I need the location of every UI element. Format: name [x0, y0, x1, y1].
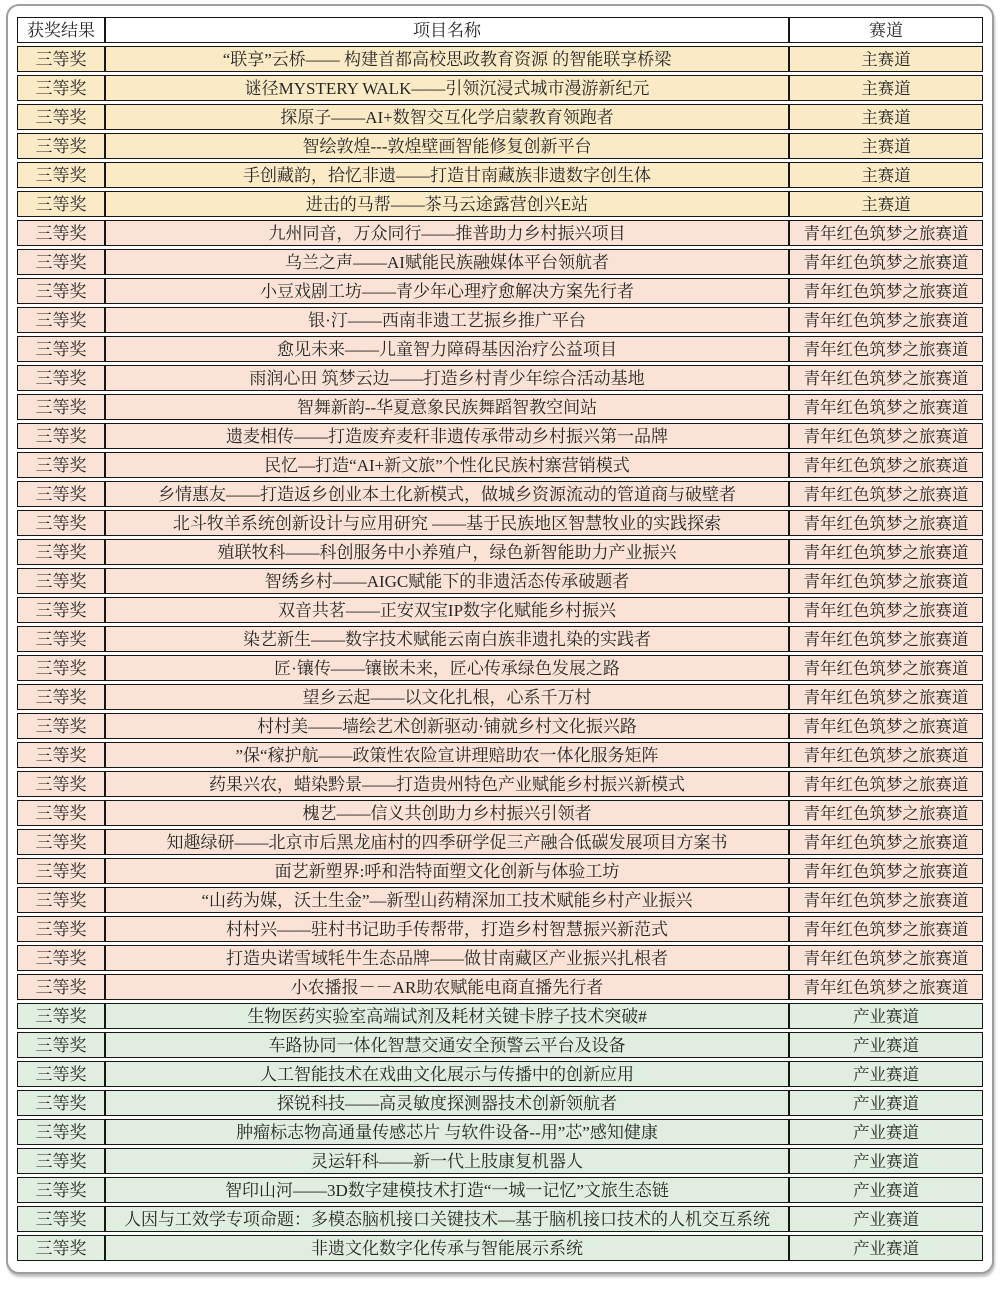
- cell-name: 打造央诺雪域牦牛生态品牌——做甘南藏区产业振兴扎根者: [105, 945, 789, 971]
- cell-name: 愈见未来——儿童智力障碍基因治疗公益项目: [105, 336, 789, 362]
- cell-name: 北斗牧羊系统创新设计与应用研究 ——基于民族地区智慧牧业的实践探索: [105, 510, 789, 536]
- table-row: [17, 336, 983, 362]
- cell-name: 民忆—打造“AI+新文旅”个性化民族村寨营销模式: [105, 452, 789, 478]
- table-row: [17, 75, 983, 101]
- table-row: [17, 742, 983, 768]
- cell-track: 青年红色筑梦之旅赛道: [789, 307, 983, 333]
- table-row: [17, 800, 983, 826]
- cell-result: 三等奖: [17, 887, 105, 913]
- cell-result: 三等奖: [17, 1177, 105, 1203]
- results-card: [6, 4, 994, 1274]
- cell-track: 青年红色筑梦之旅赛道: [789, 510, 983, 536]
- cell-name: 望乡云起——以文化扎根，心系千万村: [105, 684, 789, 710]
- table-row: [17, 1235, 983, 1261]
- cell-result: 三等奖: [17, 597, 105, 623]
- table-row: [17, 1148, 983, 1174]
- table-row: [17, 452, 983, 478]
- table-row: [17, 945, 983, 971]
- cell-name: 槐艺——信义共创助力乡村振兴引领者: [105, 800, 789, 826]
- cell-name: 智绣乡村——AIGC赋能下的非遗活态传承破题者: [105, 568, 789, 594]
- cell-track: 产业赛道: [789, 1003, 983, 1029]
- table-row: [17, 133, 983, 159]
- table-row: [17, 423, 983, 449]
- cell-track: 产业赛道: [789, 1177, 983, 1203]
- cell-result: 三等奖: [17, 539, 105, 565]
- cell-track: 青年红色筑梦之旅赛道: [789, 771, 983, 797]
- table-row: [17, 394, 983, 420]
- cell-track: 青年红色筑梦之旅赛道: [789, 249, 983, 275]
- table-row: [17, 974, 983, 1000]
- cell-track: 主赛道: [789, 75, 983, 101]
- table-row: [17, 1003, 983, 1029]
- cell-track: 青年红色筑梦之旅赛道: [789, 539, 983, 565]
- table-row: [17, 771, 983, 797]
- cell-result: 三等奖: [17, 626, 105, 652]
- table-row: [17, 1061, 983, 1087]
- cell-name: 雨润心田 筑梦云边——打造乡村青少年综合活动基地: [105, 365, 789, 391]
- table-row: [17, 655, 983, 681]
- cell-track: 青年红色筑梦之旅赛道: [789, 887, 983, 913]
- cell-result: 三等奖: [17, 916, 105, 942]
- cell-track: 青年红色筑梦之旅赛道: [789, 568, 983, 594]
- cell-name: 银·汀——西南非遗工艺振乡推广平台: [105, 307, 789, 333]
- cell-track: 产业赛道: [789, 1235, 983, 1261]
- cell-result: 三等奖: [17, 75, 105, 101]
- cell-track: 青年红色筑梦之旅赛道: [789, 684, 983, 710]
- cell-name: 小豆戏剧工坊——青少年心理疗愈解决方案先行者: [105, 278, 789, 304]
- cell-name: 肿瘤标志物高通量传感芯片 与软件设备--用”芯”感知健康: [105, 1119, 789, 1145]
- cell-name: 药果兴农，蜡染黔景——打造贵州特色产业赋能乡村振兴新模式: [105, 771, 789, 797]
- column-header-result: 获奖结果: [17, 17, 105, 43]
- cell-result: 三等奖: [17, 336, 105, 362]
- cell-result: 三等奖: [17, 307, 105, 333]
- table-row: [17, 539, 983, 565]
- cell-name: 面艺新塑界:呼和浩特面塑文化创新与体验工坊: [105, 858, 789, 884]
- cell-name: 匠·镶传——镶嵌未来，匠心传承绿色发展之路: [105, 655, 789, 681]
- cell-name: 村村美——墙绘艺术创新驱动·铺就乡村文化振兴路: [105, 713, 789, 739]
- table-row: [17, 1206, 983, 1232]
- table-row: [17, 278, 983, 304]
- cell-track: 青年红色筑梦之旅赛道: [789, 829, 983, 855]
- cell-track: 主赛道: [789, 162, 983, 188]
- cell-name: 进击的马帮——茶马云途露营创兴E站: [105, 191, 789, 217]
- cell-track: 产业赛道: [789, 1090, 983, 1116]
- cell-track: 主赛道: [789, 191, 983, 217]
- cell-name: 智绘敦煌---敦煌壁画智能修复创新平台: [105, 133, 789, 159]
- cell-result: 三等奖: [17, 655, 105, 681]
- cell-name: 智印山河——3D数字建模技术打造“一城一记忆”文旅生态链: [105, 1177, 789, 1203]
- cell-name: 小农播报－－AR助农赋能电商直播先行者: [105, 974, 789, 1000]
- cell-name: 谜径MYSTERY WALK——引领沉浸式城市漫游新纪元: [105, 75, 789, 101]
- cell-name: 手创藏韵，拾忆非遗——打造甘南藏族非遗数字创生体: [105, 162, 789, 188]
- cell-track: 产业赛道: [789, 1148, 983, 1174]
- cell-track: 主赛道: [789, 104, 983, 130]
- table-row: [17, 1090, 983, 1116]
- cell-track: 青年红色筑梦之旅赛道: [789, 365, 983, 391]
- table-row: [17, 1032, 983, 1058]
- cell-track: 青年红色筑梦之旅赛道: [789, 742, 983, 768]
- cell-name: 九州同音，万众同行——推普助力乡村振兴项目: [105, 220, 789, 246]
- cell-name: 乡情惠友——打造返乡创业本土化新模式，做城乡资源流动的管道商与破壁者: [105, 481, 789, 507]
- cell-result: 三等奖: [17, 452, 105, 478]
- cell-track: 青年红色筑梦之旅赛道: [789, 220, 983, 246]
- cell-track: 青年红色筑梦之旅赛道: [789, 423, 983, 449]
- cell-track: 产业赛道: [789, 1061, 983, 1087]
- cell-name: 人工智能技术在戏曲文化展示与传播中的创新应用: [105, 1061, 789, 1087]
- cell-track: 青年红色筑梦之旅赛道: [789, 394, 983, 420]
- cell-track: 青年红色筑梦之旅赛道: [789, 800, 983, 826]
- cell-name: 智舞新韵--华夏意象民族舞蹈智教空间站: [105, 394, 789, 420]
- cell-result: 三等奖: [17, 568, 105, 594]
- cell-result: 三等奖: [17, 1032, 105, 1058]
- cell-result: 三等奖: [17, 365, 105, 391]
- cell-result: 三等奖: [17, 191, 105, 217]
- cell-name: 非遗文化数字化传承与智能展示系统: [105, 1235, 789, 1261]
- table-row: [17, 626, 983, 652]
- awards-table-header: [17, 17, 983, 43]
- cell-result: 三等奖: [17, 46, 105, 72]
- cell-track: 产业赛道: [789, 1032, 983, 1058]
- cell-result: 三等奖: [17, 249, 105, 275]
- cell-track: 产业赛道: [789, 1119, 983, 1145]
- cell-name: 探锐科技——高灵敏度探测器技术创新领航者: [105, 1090, 789, 1116]
- cell-name: 车路协同一体化智慧交通安全预警云平台及设备: [105, 1032, 789, 1058]
- table-row: [17, 829, 983, 855]
- cell-result: 三等奖: [17, 1003, 105, 1029]
- cell-name: 乌兰之声——AI赋能民族融媒体平台领航者: [105, 249, 789, 275]
- cell-name: 遗麦相传——打造废弃麦秆非遗传承带动乡村振兴第一品牌: [105, 423, 789, 449]
- awards-table-body: [17, 46, 983, 1261]
- cell-track: 青年红色筑梦之旅赛道: [789, 278, 983, 304]
- table-row: [17, 162, 983, 188]
- cell-name: 双音共茗——正安双宝IP数字化赋能乡村振兴: [105, 597, 789, 623]
- cell-result: 三等奖: [17, 162, 105, 188]
- cell-result: 三等奖: [17, 1148, 105, 1174]
- cell-track: 青年红色筑梦之旅赛道: [789, 481, 983, 507]
- cell-result: 三等奖: [17, 133, 105, 159]
- table-row: [17, 249, 983, 275]
- table-row: [17, 684, 983, 710]
- cell-result: 三等奖: [17, 742, 105, 768]
- table-row: [17, 713, 983, 739]
- table-row: [17, 1119, 983, 1145]
- table-row: [17, 858, 983, 884]
- cell-result: 三等奖: [17, 510, 105, 536]
- cell-result: 三等奖: [17, 278, 105, 304]
- column-header-name: 项目名称: [105, 17, 789, 43]
- cell-track: 青年红色筑梦之旅赛道: [789, 916, 983, 942]
- cell-result: 三等奖: [17, 858, 105, 884]
- cell-result: 三等奖: [17, 829, 105, 855]
- cell-result: 三等奖: [17, 104, 105, 130]
- header-row: [17, 17, 983, 43]
- table-row: [17, 568, 983, 594]
- cell-track: 青年红色筑梦之旅赛道: [789, 858, 983, 884]
- cell-result: 三等奖: [17, 800, 105, 826]
- cell-track: 青年红色筑梦之旅赛道: [789, 655, 983, 681]
- cell-track: 产业赛道: [789, 1206, 983, 1232]
- table-row: [17, 365, 983, 391]
- cell-result: 三等奖: [17, 974, 105, 1000]
- cell-track: 青年红色筑梦之旅赛道: [789, 945, 983, 971]
- cell-track: 青年红色筑梦之旅赛道: [789, 336, 983, 362]
- table-row: [17, 104, 983, 130]
- cell-result: 三等奖: [17, 713, 105, 739]
- table-row: [17, 307, 983, 333]
- cell-result: 三等奖: [17, 771, 105, 797]
- cell-track: 青年红色筑梦之旅赛道: [789, 626, 983, 652]
- cell-name: 村村兴——驻村书记助手传帮带，打造乡村智慧振兴新范式: [105, 916, 789, 942]
- table-row: [17, 220, 983, 246]
- cell-result: 三等奖: [17, 1119, 105, 1145]
- cell-name: 探原子——AI+数智交互化学启蒙教育领跑者: [105, 104, 789, 130]
- cell-name: ”保“稼护航——政策性农险宣讲理赔助农一体化服务矩阵: [105, 742, 789, 768]
- cell-name: 殖联牧科——科创服务中小养殖户，绿色新智能助力产业振兴: [105, 539, 789, 565]
- column-header-track: 赛道: [789, 17, 983, 43]
- cell-track: 青年红色筑梦之旅赛道: [789, 713, 983, 739]
- cell-result: 三等奖: [17, 481, 105, 507]
- cell-track: 青年红色筑梦之旅赛道: [789, 974, 983, 1000]
- cell-result: 三等奖: [17, 394, 105, 420]
- cell-name: 生物医药实验室高端试剂及耗材关键卡脖子技术突破#: [105, 1003, 789, 1029]
- table-row: [17, 191, 983, 217]
- cell-result: 三等奖: [17, 945, 105, 971]
- table-row: [17, 1177, 983, 1203]
- cell-track: 主赛道: [789, 133, 983, 159]
- cell-result: 三等奖: [17, 1090, 105, 1116]
- cell-result: 三等奖: [17, 684, 105, 710]
- cell-name: 灵运轩科——新一代上肢康复机器人: [105, 1148, 789, 1174]
- cell-track: 主赛道: [789, 46, 983, 72]
- cell-result: 三等奖: [17, 1061, 105, 1087]
- table-row: [17, 916, 983, 942]
- cell-name: 人因与工效学专项命题：多模态脑机接口关键技术—基于脑机接口技术的人机交互系统: [105, 1206, 789, 1232]
- cell-result: 三等奖: [17, 423, 105, 449]
- table-row: [17, 510, 983, 536]
- cell-result: 三等奖: [17, 220, 105, 246]
- cell-result: 三等奖: [17, 1206, 105, 1232]
- cell-name: “山药为媒，沃土生金”—新型山药精深加工技术赋能乡村产业振兴: [105, 887, 789, 913]
- table-row: [17, 481, 983, 507]
- awards-table: [17, 14, 983, 1264]
- table-row: [17, 597, 983, 623]
- cell-result: 三等奖: [17, 1235, 105, 1261]
- cell-name: 染艺新生——数字技术赋能云南白族非遗扎染的实践者: [105, 626, 789, 652]
- cell-track: 青年红色筑梦之旅赛道: [789, 452, 983, 478]
- cell-name: 知趣绿研——北京市后黑龙庙村的四季研学促三产融合低碳发展项目方案书: [105, 829, 789, 855]
- cell-name: “联享”云桥—— 构建首都高校思政教育资源 的智能联享桥梁: [105, 46, 789, 72]
- table-row: [17, 887, 983, 913]
- cell-track: 青年红色筑梦之旅赛道: [789, 597, 983, 623]
- table-row: [17, 46, 983, 72]
